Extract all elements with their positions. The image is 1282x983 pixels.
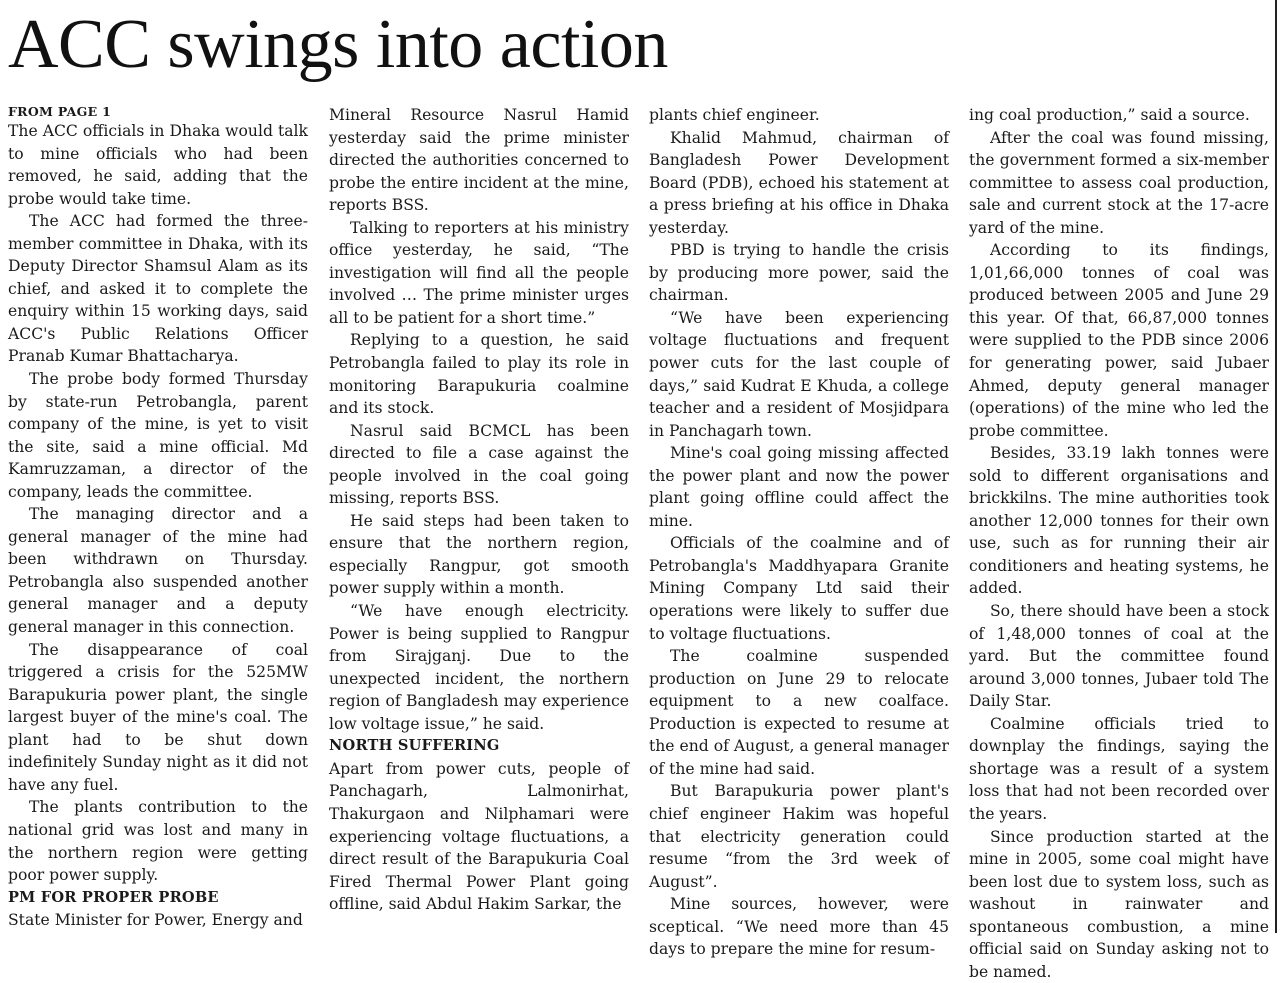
kicker: FROM PAGE 1 bbox=[8, 104, 308, 120]
paragraph: The managing director and a general manager of the mine had been withdrawn on Thursday. Petrobangla also suspended another general manager and a deputy general manager in this connection. bbox=[8, 503, 308, 638]
paragraph: But Barapukuria power plant's chief engineer Hakim was hopeful that electricity generation could resume “from the 3rd week of August”. bbox=[649, 780, 949, 893]
paragraph: After the coal was found missing, the government formed a six-member committee to assess coal production, sale and current stock at the 17-acre yard of the mine. bbox=[969, 127, 1269, 240]
paragraph: Apart from power cuts, people of Panchagarh, Lalmonirhat, Thakurgaon and Nilphamari were experiencing voltage fluctuations, a direct result of the Barapukuria Coal Fired Thermal Power Plant going offline, said Abdul Hakim Sarkar, the bbox=[329, 758, 629, 916]
paragraph: The plants contribution to the national grid was lost and many in the northern region were getting poor power supply. bbox=[8, 796, 308, 886]
article-column-4 bbox=[969, 104, 1269, 983]
page-edge-rule bbox=[1275, 0, 1277, 933]
paragraph: The probe body formed Thursday by state-run Petrobangla, parent company of the mine, is yet to visit the site, said a mine official. Md Kamruzzaman, a director of the company, leads the committee. bbox=[8, 368, 308, 503]
paragraph: “We have been experiencing voltage fluctuations and frequent power cuts for the last couple of days,” said Kudrat E Khuda, a college teacher and a resident of Mosjidpara in Panchagarh town. bbox=[649, 307, 949, 442]
paragraph: Mineral Resource Nasrul Hamid yesterday said the prime minister directed the authorities concerned to probe the entire incident at the mine, reports BSS. bbox=[329, 104, 629, 217]
headline: ACC swings into action bbox=[8, 10, 668, 80]
paragraph: Since production started at the mine in 2005, some coal might have been lost due to system loss, such as washout in rainwater and spontaneous combustion, a mine official said on Sunday asking not to be named. bbox=[969, 826, 1269, 983]
paragraph: Officials of the coalmine and of Petrobangla's Maddhyapara Granite Mining Company Ltd said their operations were likely to suffer due to voltage fluctuations. bbox=[649, 532, 949, 645]
paragraph: Talking to reporters at his ministry office yesterday, he said, “The investigation will find all the people involved … The prime minister urges all to be patient for a short time.” bbox=[329, 217, 629, 330]
paragraph: State Minister for Power, Energy and bbox=[8, 909, 308, 932]
paragraph: The ACC had formed the three-member committee in Dhaka, with its Deputy Director Shamsul Alam as its chief, and asked it to complete the enquiry within 15 working days, said ACC's Public Relations Officer Pranab Kumar Bhattacharya. bbox=[8, 210, 308, 368]
paragraph: The ACC officials in Dhaka would talk to mine officials who had been removed, he said, adding that the probe would take time. bbox=[8, 120, 308, 210]
paragraph: According to its findings, 1,01,66,000 tonnes of coal was produced between 2005 and June 29 this year. Of that, 66,87,000 tonnes were supplied to the PDB since 2006 for generating power, said Jubaer Ahmed, deputy general manager (operations) of the mine who led the probe committee. bbox=[969, 239, 1269, 442]
paragraph: Replying to a question, he said Petrobangla failed to play its role in monitoring Barapukuria coalmine and its stock. bbox=[329, 329, 629, 419]
subhead: NORTH SUFFERING bbox=[329, 735, 629, 758]
paragraph: Mine sources, however, were sceptical. “We need more than 45 days to prepare the mine for resum- bbox=[649, 893, 949, 961]
paragraph: He said steps had been taken to ensure that the northern region, especially Rangpur, got smooth power supply within a month. bbox=[329, 510, 629, 600]
paragraph: PBD is trying to handle the crisis by producing more power, said the chairman. bbox=[649, 239, 949, 307]
paragraph: ing coal production,” said a source. bbox=[969, 104, 1269, 127]
article-column-3 bbox=[649, 104, 949, 961]
paragraph: Besides, 33.19 lakh tonnes were sold to different organisations and brickkilns. The mine authorities took another 12,000 tonnes for their own use, such as for running their air conditioners and heating systems, he added. bbox=[969, 442, 1269, 600]
paragraph: Coalmine officials tried to downplay the findings, saying the shortage was a result of a system loss that had not been recorded over the years. bbox=[969, 713, 1269, 826]
paragraph: Mine's coal going missing affected the power plant and now the power plant going offline could affect the mine. bbox=[649, 442, 949, 532]
paragraph: Khalid Mahmud, chairman of Bangladesh Power Development Board (PDB), echoed his statement at a press briefing at his office in Dhaka yesterday. bbox=[649, 127, 949, 240]
paragraph: plants chief engineer. bbox=[649, 104, 949, 127]
article-column-1 bbox=[8, 104, 308, 932]
paragraph: The coalmine suspended production on June 29 to relocate equipment to a new coalface. Production is expected to resume at the end of August, a general manager of the mine had said. bbox=[649, 645, 949, 780]
paragraph: Nasrul said BCMCL has been directed to file a case against the people involved in the coal going missing, reports BSS. bbox=[329, 420, 629, 510]
paragraph: “We have enough electricity. Power is being supplied to Rangpur from Sirajganj. Due to the unexpected incident, the northern region of Bangladesh may experience low voltage issue,” he said. bbox=[329, 600, 629, 735]
paragraph: So, there should have been a stock of 1,48,000 tonnes of coal at the yard. But the committee found around 3,000 tonnes, Jubaer told The Daily Star. bbox=[969, 600, 1269, 713]
article-column-2 bbox=[329, 104, 629, 916]
paragraph: The disappearance of coal triggered a crisis for the 525MW Barapukuria power plant, the single largest buyer of the mine's coal. The plant had to be shut down indefinitely Sunday night as it did not have any fuel. bbox=[8, 639, 308, 797]
subhead: PM FOR PROPER PROBE bbox=[8, 887, 308, 910]
